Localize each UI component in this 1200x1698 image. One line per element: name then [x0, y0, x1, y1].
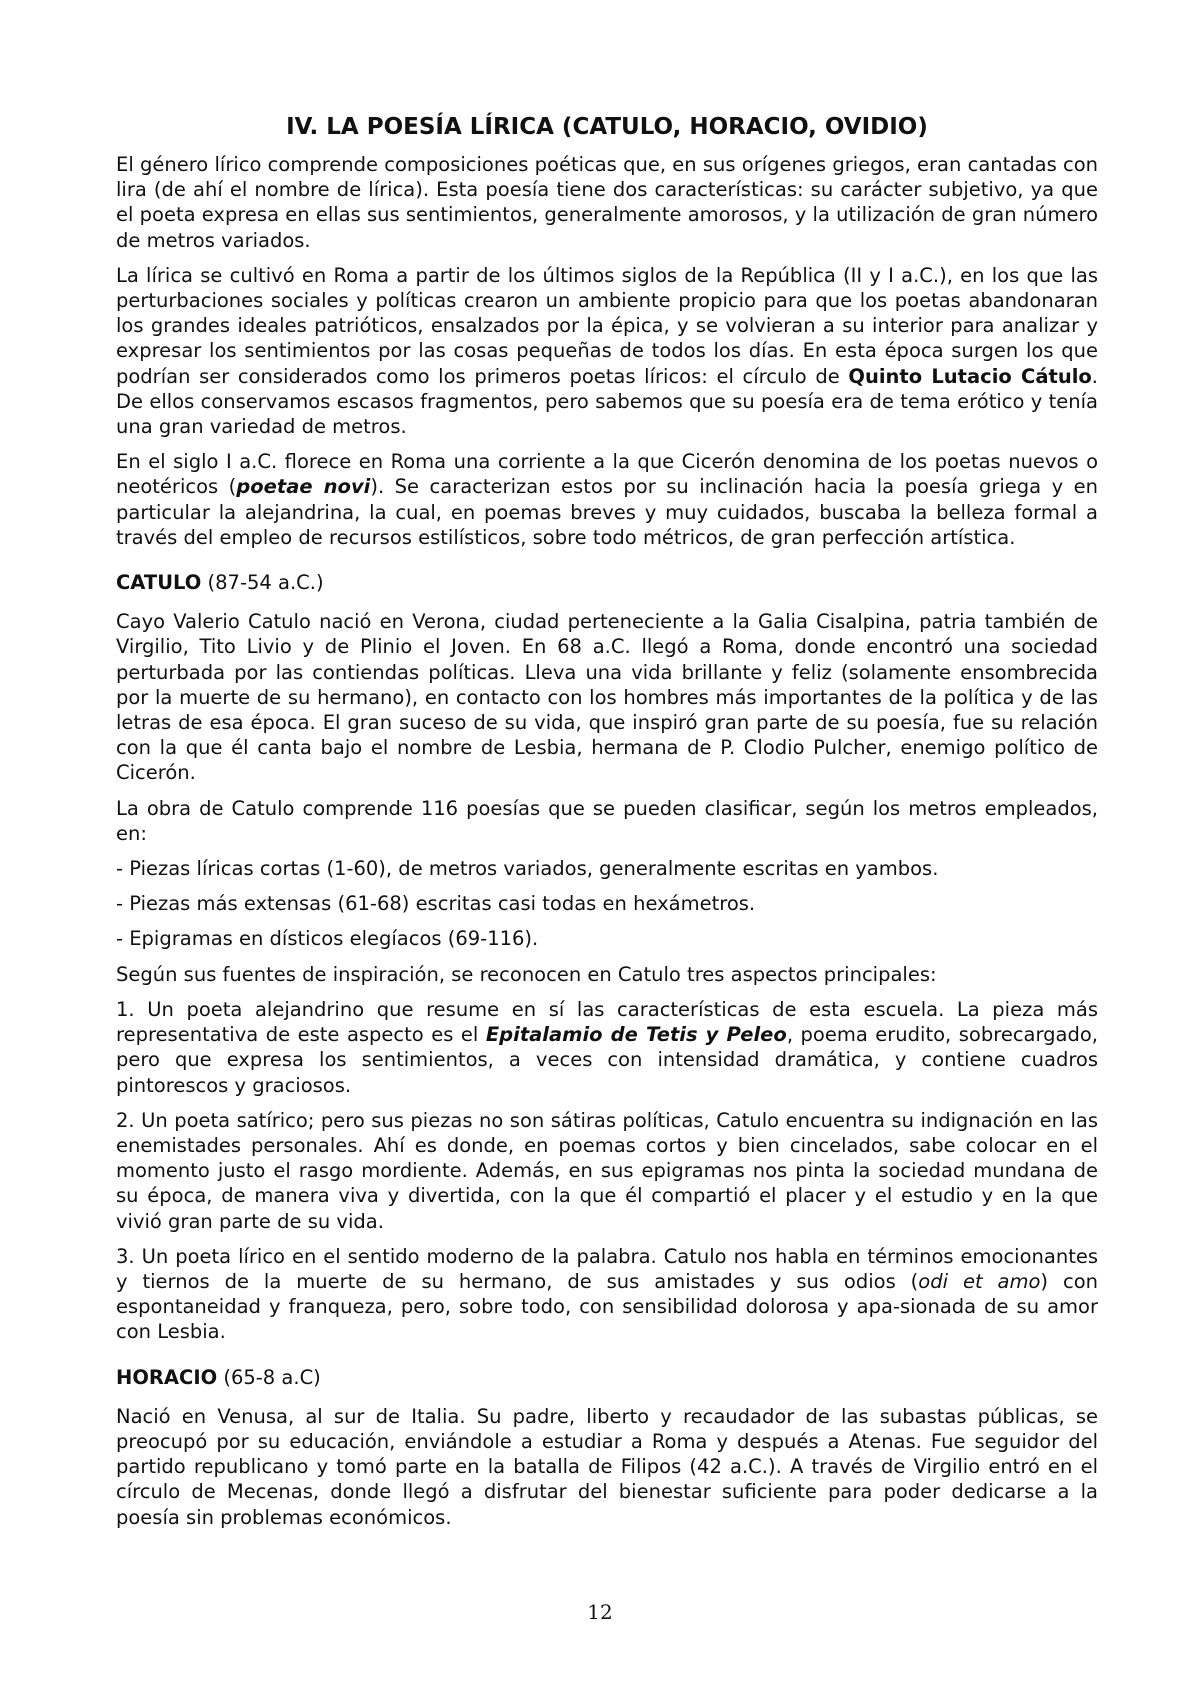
catulo-aspect-3 [116, 1244, 1098, 1345]
intro-paragraph-2-text-a: La lírica se cultivó en Roma a partir de los últimos siglos de la República (II y I a.C.), en los que las perturbaciones sociales y políticas crearon un ambiente propicio para que los poetas abandonaran los grandes ideales patrióticos, ensalzados por la épica, y se volvieran a su interior para analizar y expresar los sentimientos por las cosas pequeñas de todos los días. En esta época surgen los que podrían ser considerados como los primeros poetas líricos: el círculo de [116, 263, 1098, 388]
section-heading-horacio [116, 1365, 1098, 1390]
section-heading-horacio-name: HORACIO [116, 1365, 218, 1389]
poet-name-catulo-lutacio: Quinto Lutacio Cátulo [848, 364, 1092, 388]
section-heading-catulo-dates: (87-54 a.C.) [201, 571, 324, 595]
section-heading-catulo-name: CATULO [116, 571, 202, 595]
page-content [116, 112, 1098, 1530]
catulo-paragraph-2: La obra de Catulo comprende 116 poesías que se pueden clasificar, según los metros empleados, en: [116, 796, 1098, 845]
intro-paragraph-1: El género lírico comprende composiciones poéticas que, en sus orígenes griegos, eran cantadas con lira (de ahí el nombre de lírica). Esta poesía tiene dos características: su carácter subjetivo, ya que el poeta expresa en ellas sus sentimientos, generalmente amorosos, y la utilización de gran número de metros variados. [116, 153, 1098, 252]
intro-paragraph-3 [116, 449, 1098, 550]
horacio-paragraph-1: Nació en Venusa, al sur de Italia. Su padre, liberto y recaudador de las subastas públicas, se preocupó por su educación, enviándole a estudiar a Roma y después a Atenas. Fue seguidor del partido republicano y tomó parte en la batalla de Filipos (42 a.C.). A través de Virgilio entró en el círculo de Mecenas, donde llegó a disfrutar del bienestar suficiente para poder dedicarse a la poesía sin problemas económicos. [116, 1404, 1098, 1529]
catulo-aspect-2: 2. Un poeta satírico; pero sus piezas no son sátiras políticas, Catulo encuentra su indignación en las enemistades personales. Ahí es donde, en poemas cortos y bien cincelados, sabe colocar en el momento justo el rasgo mordiente. Además, en sus epigramas nos pinta la sociedad mundana de su época, de manera viva y divertida, con la que él compartió el placer y el estudio y en la que vivió gran parte de su vida. [116, 1108, 1098, 1233]
catulo-list-item-3: - Epigramas en dísticos elegíacos (69-116). [116, 927, 539, 951]
section-heading-horacio-dates: (65-8 a.C) [217, 1365, 321, 1389]
page-number: 12 [587, 1600, 613, 1624]
catulo-aspect-1-text-a: 1. Un poeta alejandrino que resume en sí las características de esta escuela. La pieza más representativa de este aspecto es el [116, 997, 1098, 1047]
work-title-epitalamio: Epitalamio de Tetis y Peleo [485, 1023, 787, 1047]
intro-paragraph-2 [116, 263, 1098, 439]
catulo-paragraph-1: Cayo Valerio Catulo nació en Verona, ciudad perteneciente a la Galia Cisalpina, patria también de Virgilio, Tito Livio y de Plinio el Joven. En 68 a.C. llegó a Roma, donde encontró una sociedad perturbada por las contiendas políticas. Lleva una vida brillante y feliz (solamente ensombrecida por la muerte de su hermano), en contacto con los hombres más importantes de la política y de las letras de esa época. El gran suceso de su vida, que inspiró gran parte de su poesía, fue su relación con la que él canta bajo el nombre de Lesbia, hermana de P. Clodio Pulcher, enemigo político de Cicerón. [116, 610, 1098, 785]
catulo-aspect-3-text-a: 3. Un poeta lírico en el sentido moderno de la palabra. Catulo nos habla en términos emocionantes y tiernos de la muerte de su hermano, de sus amistades y sus odios ( [116, 1244, 1098, 1293]
catulo-paragraph-3: Según sus fuentes de inspiración, se reconocen en Catulo tres aspectos principales: [116, 962, 937, 986]
intro-paragraph-2-text-b: . De ellos conservamos escasos fragmentos, pero sabemos que su poesía era de tema erótico y tenía una gran variedad de metros. [116, 364, 1098, 439]
term-poetae-novi: poetae novi [236, 475, 371, 499]
intro-paragraph-3-text-b: ). Se caracterizan estos por su inclinación hacia la poesía griega y en particular la alejandrina, la cual, en poemas breves y muy cuidados, buscaba la belleza formal a través del empleo de recursos estilísticos, sobre todo métricos, de gran perfección artística. [116, 475, 1099, 549]
section-heading-catulo [116, 570, 1098, 595]
intro-paragraph-3-text-a: En el siglo I a.C. florece en Roma una corriente a la que Cicerón denomina de los poetas nuevos o neotéricos ( [116, 450, 1098, 499]
page-title: IV. LA POESÍA LÍRICA (CATULO, HORACIO, OVIDIO) [286, 114, 928, 140]
catulo-list-item-2: - Piezas más extensas (61-68) escritas casi todas en hexámetros. [116, 892, 756, 916]
catulo-aspect-3-text-b: ) con espontaneidad y franqueza, pero, sobre todo, con sensibilidad dolorosa y apa-sionada de su amor con Lesbia. [116, 1269, 1098, 1344]
term-odi-et-amo: odi et amo [918, 1269, 1041, 1293]
catulo-list-item-1: - Piezas líricas cortas (1-60), de metros variados, generalmente escritas en yambos. [116, 857, 939, 881]
catulo-aspect-1 [116, 997, 1098, 1098]
catulo-aspect-1-text-b: , poema erudito, sobrecargado, pero que expresa los sentimientos, a veces con intensidad dramática, y contiene cuadros pintorescos y graciosos. [116, 1023, 1098, 1097]
